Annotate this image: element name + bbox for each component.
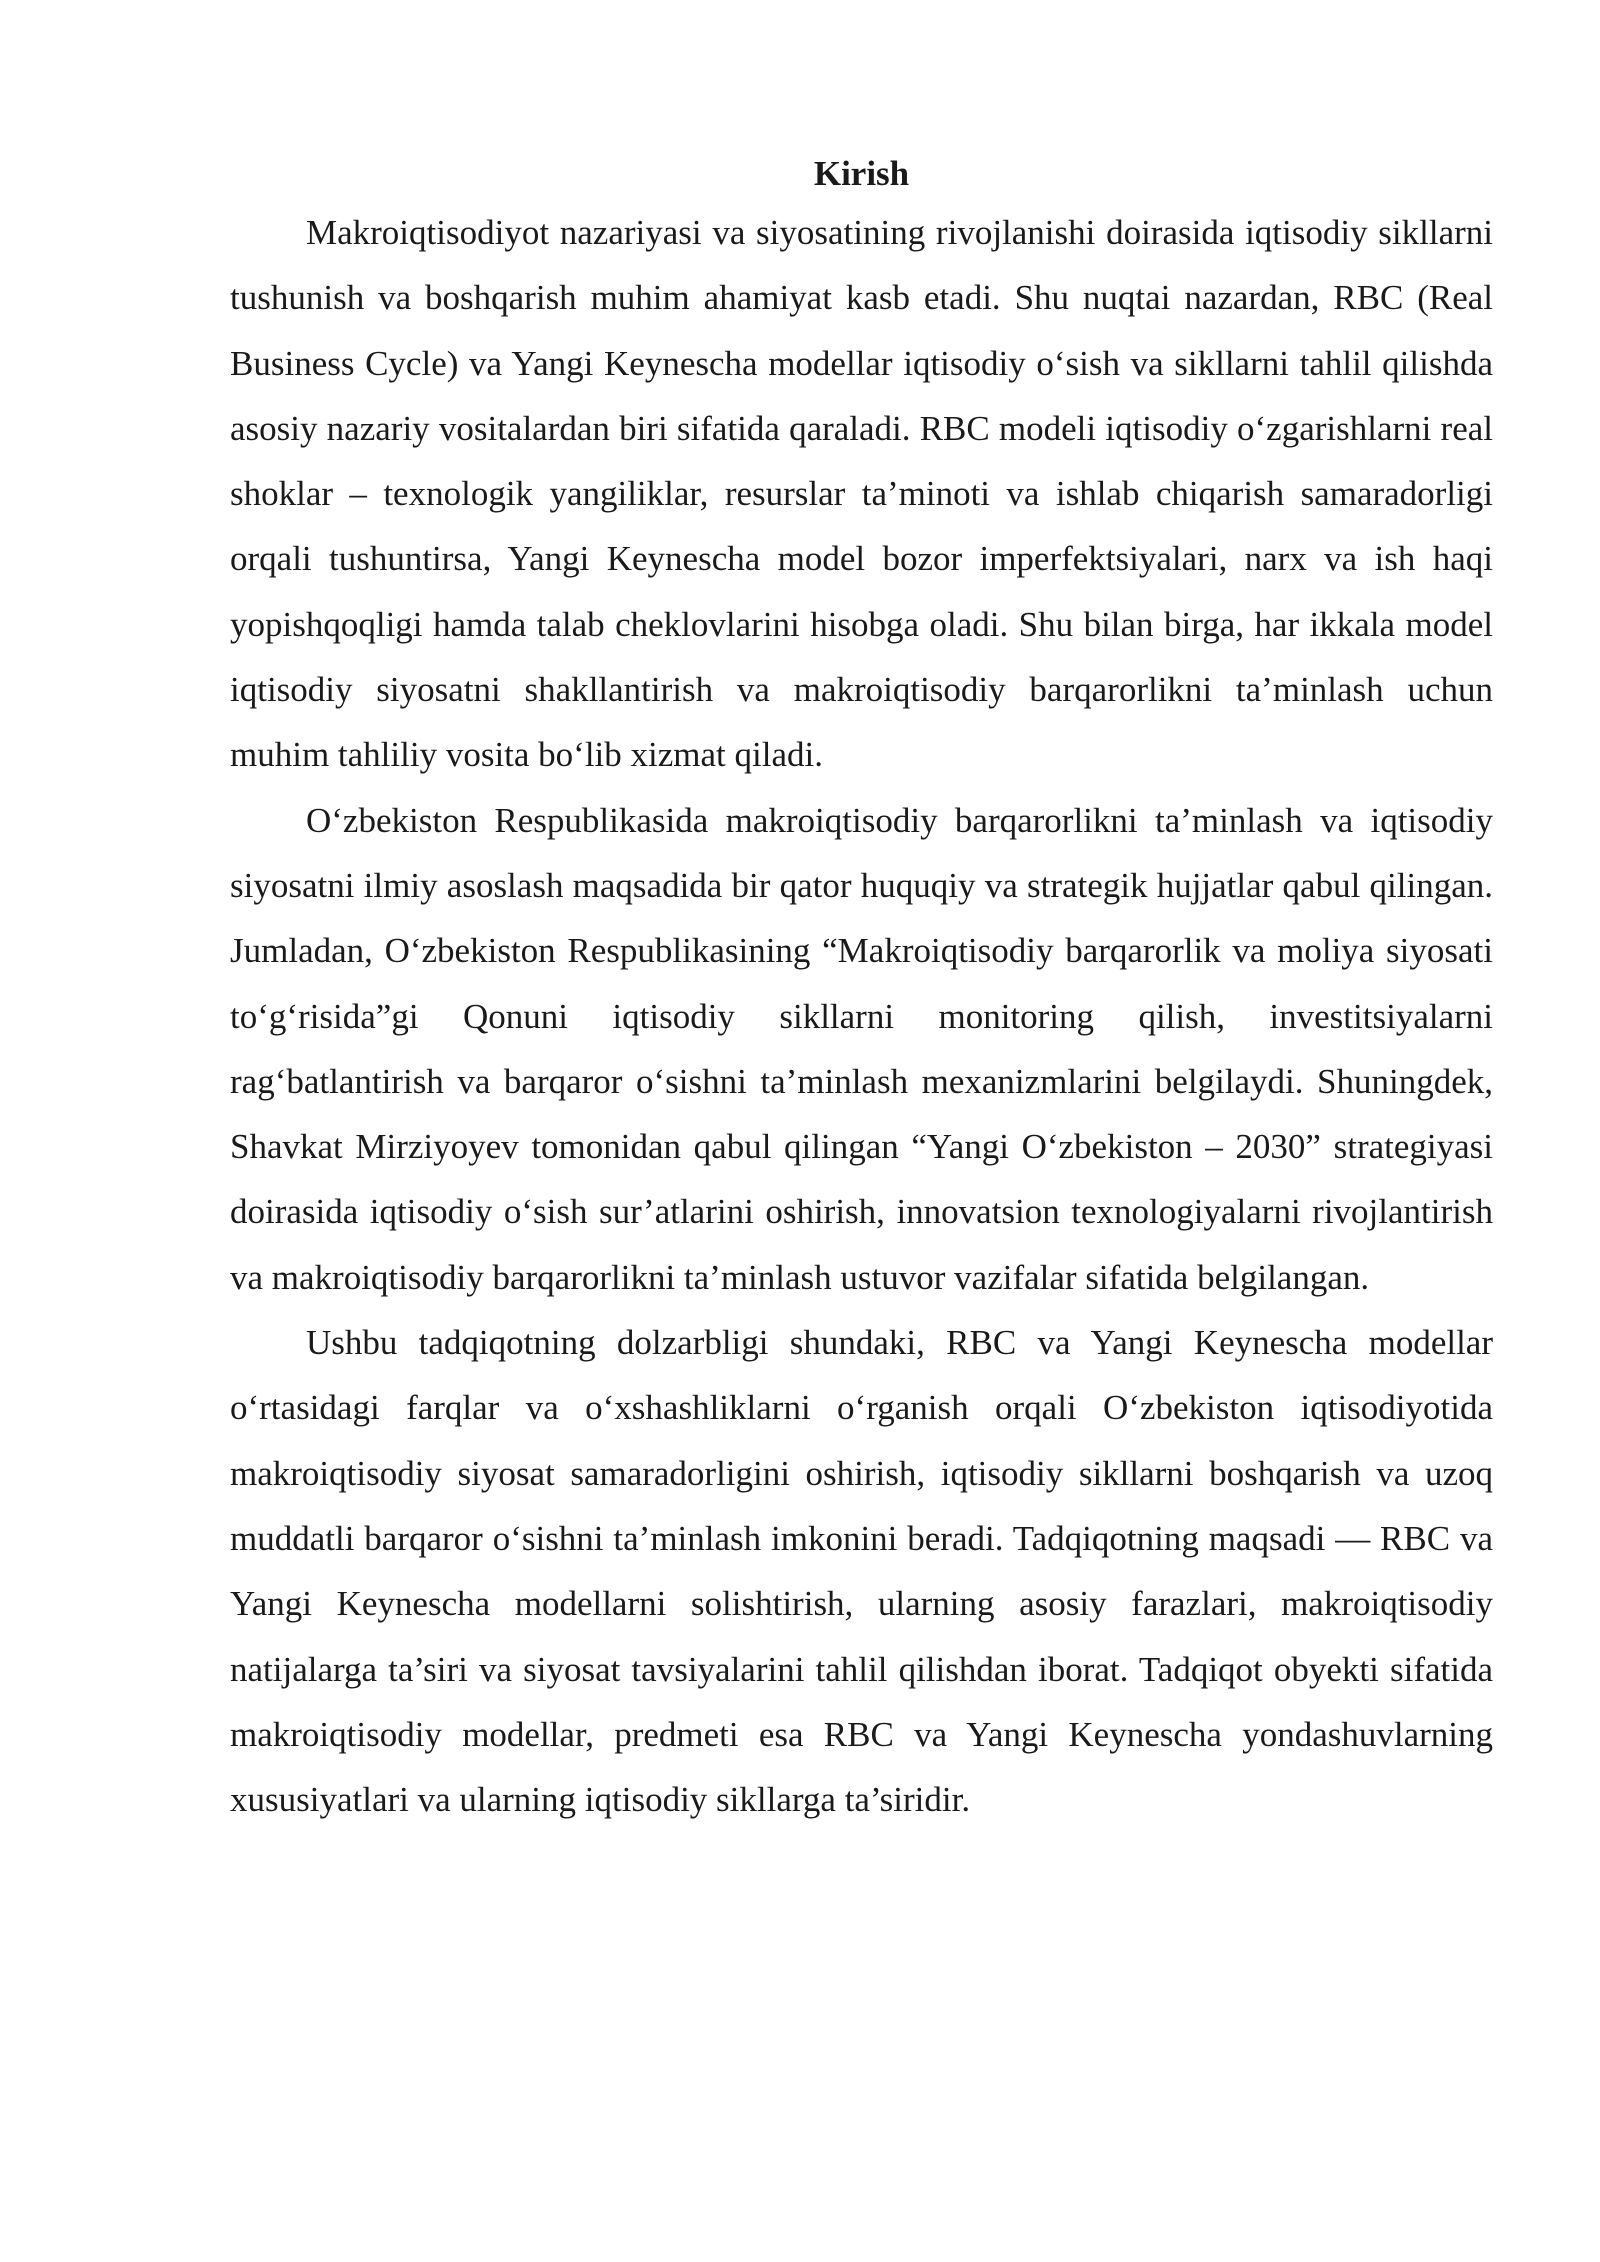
- paragraph-research-relevance: Ushbu tadqiqotning dolzarbligi shundaki, RBC va Yangi Keynescha modellar o‘rtasidagi farqlar va o‘xshashliklarni o‘rganish orqali O‘zbekiston iqtisodiyotida makroiqtisodiy siyosat samaradorligini oshirish, iqtisodiy sikllarni boshqarish va uzoq muddatli barqaror o‘sishni ta’minlash imkonini beradi. Tadqiqotning maqsadi — RBC va Yangi Keynescha modellarni solishtirish, ularning asosiy farazlari, makroiqtisodiy natijalarga ta’siri va siyosat tavsiyalarini tahlil qilishdan iborat. Tadqiqot obyekti sifatida makroiqtisodiy modellar, predmeti esa RBC va Yangi Keynescha yondashuvlarning xususiyatlari va ularning iqtisodiy sikllarga ta’siridir.: [230, 1323, 1493, 1820]
- document-body: [230, 148, 1493, 1832]
- paragraph-legal-framework: O‘zbekiston Respublikasida makroiqtisodiy barqarorlikni ta’minlash va iqtisodiy siyosatni ilmiy asoslash maqsadida bir qator huquqiy va strategik hujjatlar qabul qilingan. Jumladan, O‘zbekiston Respublikasining “Makroiqtisodiy barqarorlik va moliya siyosati to‘g‘risida”gi Qonuni iqtisodiy sikllarni monitoring qilish, investitsiyalarni rag‘batlantirish va barqaror o‘sishni ta’minlash mexanizmlarini belgilaydi. Shuningdek, Shavkat Mirziyoyev tomonidan qabul qilingan “Yangi O‘zbekiston – 2030” strategiyasi doirasida iqtisodiy o‘sish sur’atlarini oshirish, innovatsion texnologiyalarni rivojlantirish va makroiqtisodiy barqarorlikni ta’minlash ustuvor vazifalar sifatida belgilangan.: [230, 800, 1493, 1297]
- paragraph-intro: Makroiqtisodiyot nazariyasi va siyosatining rivojlanishi doirasida iqtisodiy sikllarni tushunish va boshqarish muhim ahamiyat kasb etadi. Shu nuqtai nazardan, RBC (Real Business Cycle) va Yangi Keynescha modellar iqtisodiy o‘sish va sikllarni tahlil qilishda asosiy nazariy vositalardan biri sifatida qaraladi. RBC modeli iqtisodiy o‘zgarishlarni real shoklar – texnologik yangiliklar, resurslar ta’minoti va ishlab chiqarish samaradorligi orqali tushuntirsa, Yangi Keynescha model bozor imperfektsiyalari, narx va ish haqi yopishqoqligi hamda talab cheklovlarini hisobga oladi. Shu bilan birga, har ikkala model iqtisodiy siyosatni shakllantirish va makroiqtisodiy barqarorlikni ta’minlash uchun muhim tahliliy vosita bo‘lib xizmat qiladi.: [230, 213, 1493, 775]
- section-title: Kirish: [813, 154, 910, 193]
